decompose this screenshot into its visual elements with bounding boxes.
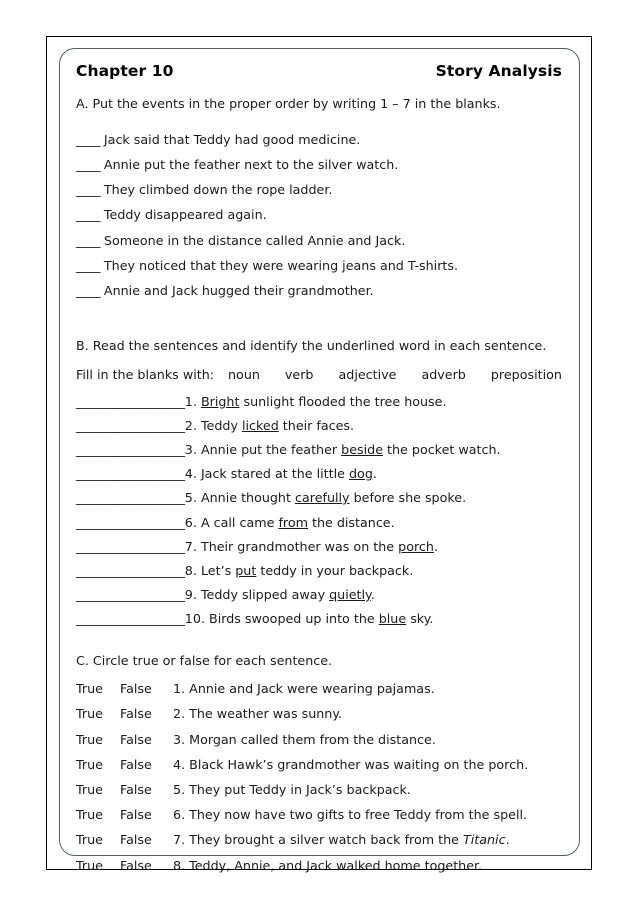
section-b-item — [74, 538, 564, 554]
answer-blank[interactable]: __________________ — [76, 562, 185, 578]
section-b-item-number: 4. — [184, 466, 201, 482]
answer-blank[interactable]: __________________ — [76, 490, 185, 506]
section-c-item-text: 3. Morgan called them from the distance. — [173, 731, 436, 747]
section-c — [74, 652, 564, 873]
section-b-item-text: A call came from the distance. — [200, 514, 395, 530]
section-b-item-number: 8. — [184, 562, 201, 578]
answer-blank[interactable]: __________________ — [76, 441, 185, 457]
section-b-item — [74, 514, 564, 530]
false-option[interactable]: False — [120, 807, 152, 823]
false-option[interactable]: False — [120, 756, 152, 772]
spacer — [74, 310, 564, 340]
section-b-item — [74, 417, 564, 433]
section-c-item-text: 8. Teddy, Annie, and Jack walked home together. — [173, 857, 483, 873]
section-c-item — [74, 809, 564, 822]
false-option[interactable]: False — [120, 731, 152, 747]
section-c-item-text: 1. Annie and Jack were wearing pajamas. — [173, 681, 435, 697]
word-bank-label: Fill in the blanks with: — [76, 366, 215, 382]
section-a-item-text: Annie and Jack hugged their grandmother. — [103, 282, 374, 298]
answer-blank[interactable]: ____ — [76, 156, 104, 172]
section-a-item — [74, 257, 564, 273]
section-b-item — [74, 562, 564, 578]
section-a-list — [74, 131, 564, 298]
word-bank-option: adjective — [338, 366, 397, 382]
section-a-item — [74, 131, 564, 147]
section-b-item — [74, 589, 564, 602]
underlined-word: Bright — [200, 393, 240, 409]
section-a-item-text: They climbed down the rope ladder. — [103, 182, 333, 198]
answer-blank[interactable]: __________________ — [76, 417, 185, 433]
section-b-prompt: B. Read the sentences and identify the underlined word in each sentence. — [76, 338, 547, 354]
answer-blank[interactable]: ____ — [76, 131, 104, 147]
page-title: Story Analysis — [435, 62, 562, 80]
true-option[interactable]: True — [76, 731, 103, 747]
underlined-word: dog — [349, 466, 373, 482]
word-bank-option: preposition — [490, 366, 562, 382]
section-b-item-text: Birds swooped up into the blue sky. — [209, 611, 434, 627]
section-c-item — [74, 756, 564, 772]
section-b-item-text: Annie thought carefully before she spoke. — [200, 490, 467, 506]
section-b-item-text: Jack stared at the little dog. — [200, 466, 377, 482]
section-a — [74, 98, 564, 298]
answer-blank[interactable]: __________________ — [76, 611, 185, 627]
true-option[interactable]: True — [76, 832, 103, 848]
answer-blank[interactable]: ____ — [76, 257, 104, 273]
section-c-item-text: 2. The weather was sunny. — [173, 706, 343, 722]
section-b-item-text: Annie put the feather beside the pocket watch. — [200, 441, 501, 457]
underlined-word: blue — [378, 611, 407, 627]
section-b-item — [74, 393, 564, 409]
section-c-item — [74, 683, 564, 696]
section-b-item-text: Let’s put teddy in your backpack. — [200, 562, 414, 578]
section-c-item-text: 5. They put Teddy in Jack’s backpack. — [173, 782, 411, 798]
word-bank-options — [228, 366, 562, 382]
section-b-item-number: 7. — [184, 538, 201, 554]
answer-blank[interactable]: __________________ — [76, 587, 185, 603]
section-c-item — [74, 857, 564, 873]
section-b — [74, 340, 564, 626]
section-c-item-text: 6. They now have two gifts to free Teddy from the spell. — [173, 807, 528, 823]
true-option[interactable]: True — [76, 857, 103, 873]
section-b-item — [74, 441, 564, 457]
worksheet-header — [74, 62, 564, 80]
word-bank-option: adverb — [421, 366, 466, 382]
section-a-item — [74, 156, 564, 172]
section-c-item — [74, 708, 564, 721]
spacer — [74, 638, 564, 655]
answer-blank[interactable]: __________________ — [76, 393, 185, 409]
underlined-word: beside — [341, 441, 383, 457]
answer-blank[interactable]: __________________ — [76, 538, 185, 554]
underlined-word: licked — [241, 417, 279, 433]
italic-title: Titanic — [462, 832, 506, 848]
section-a-item — [74, 209, 564, 222]
chapter-title: Chapter 10 — [76, 62, 174, 80]
underlined-word: quietly — [329, 587, 371, 603]
worksheet-page — [59, 48, 580, 873]
section-a-item — [74, 184, 564, 197]
section-b-item-number: 5. — [184, 490, 201, 506]
true-option[interactable]: True — [76, 782, 103, 798]
section-b-item-number: 9. — [184, 587, 201, 603]
word-bank-option: verb — [284, 366, 314, 382]
true-option[interactable]: True — [76, 706, 103, 722]
false-option[interactable]: False — [120, 681, 152, 697]
section-b-item-number: 6. — [184, 514, 201, 530]
section-a-prompt: A. Put the events in the proper order by writing 1 – 7 in the blanks. — [76, 96, 501, 111]
section-c-item-text: 4. Black Hawk’s grandmother was waiting on the porch. — [173, 756, 529, 772]
word-bank-option: noun — [228, 366, 260, 382]
section-b-item — [74, 468, 564, 481]
answer-blank[interactable]: ____ — [76, 207, 104, 223]
underlined-word: porch — [398, 538, 434, 554]
underlined-word: carefully — [295, 490, 350, 506]
section-b-item-number: 10. — [184, 611, 210, 627]
underlined-word: put — [235, 562, 257, 578]
section-b-item-number: 1. — [184, 393, 201, 409]
section-b-item-text: Bright sunlight flooded the tree house. — [200, 393, 447, 409]
false-option[interactable]: False — [120, 782, 152, 798]
answer-blank[interactable]: __________________ — [76, 466, 185, 482]
section-b-item — [74, 492, 564, 505]
section-c-item — [74, 731, 564, 747]
section-a-item — [74, 282, 564, 298]
section-c-item — [74, 784, 564, 797]
section-b-item-text: Teddy licked their faces. — [200, 417, 355, 433]
section-b-item-text: Teddy slipped away quietly. — [200, 587, 375, 603]
section-a-item-text: Jack said that Teddy had good medicine. — [103, 131, 361, 147]
section-c-list — [74, 683, 564, 872]
false-option[interactable]: False — [120, 832, 152, 848]
section-b-item-number: 2. — [184, 417, 201, 433]
answer-blank[interactable]: ____ — [76, 182, 104, 198]
section-b-item-number: 3. — [184, 441, 201, 457]
section-a-item-text: They noticed that they were wearing jeans and T-shirts. — [103, 257, 459, 273]
section-b-item — [74, 613, 564, 626]
section-a-item-text: Annie put the feather next to the silver watch. — [103, 156, 399, 172]
section-c-item — [74, 834, 564, 847]
section-a-item — [74, 232, 564, 248]
true-option[interactable]: True — [76, 681, 103, 697]
section-c-prompt: C. Circle true or false for each sentence. — [76, 652, 333, 668]
false-option[interactable]: False — [120, 706, 152, 722]
underlined-word: from — [278, 514, 308, 530]
answer-blank[interactable]: ____ — [76, 282, 104, 298]
true-option[interactable]: True — [76, 807, 103, 823]
section-b-list — [74, 393, 564, 627]
false-option[interactable]: False — [120, 857, 152, 873]
word-bank — [74, 366, 564, 382]
answer-blank[interactable]: __________________ — [76, 514, 185, 530]
section-c-item-text: 7. They brought a silver watch back from the Titanic. — [173, 832, 510, 848]
true-option[interactable]: True — [76, 756, 103, 772]
answer-blank[interactable]: ____ — [76, 232, 104, 248]
section-a-item-text: Someone in the distance called Annie and Jack. — [103, 232, 406, 248]
section-b-item-text: Their grandmother was on the porch. — [200, 538, 438, 554]
section-a-item-text: Teddy disappeared again. — [103, 207, 267, 223]
